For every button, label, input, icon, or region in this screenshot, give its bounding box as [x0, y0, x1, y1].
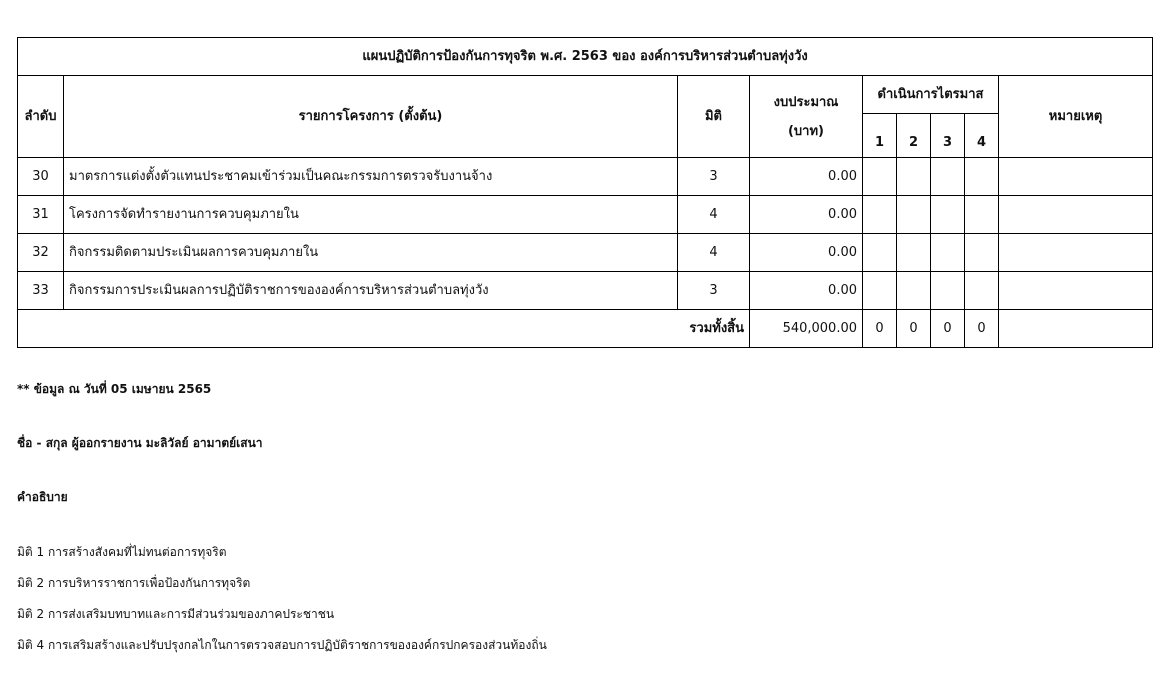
row-remark	[999, 272, 1153, 310]
dimension-note: มิติ 4 การเสริมสร้างและปรับปรุงกลไกในการตรวจสอบการปฏิบัติราชการขององค์กรปกครองส่วนท้องถิ่น	[17, 638, 547, 652]
row-q4	[965, 196, 999, 234]
row-q3	[931, 234, 965, 272]
total-budget: 540,000.00	[750, 310, 863, 348]
row-dimension: 4	[678, 234, 750, 272]
total-label: รวมทั้งสิ้น	[18, 310, 750, 348]
row-remark	[999, 196, 1153, 234]
row-budget: 0.00	[750, 196, 863, 234]
row-dimension: 3	[678, 158, 750, 196]
row-q2	[897, 158, 931, 196]
row-dimension: 3	[678, 272, 750, 310]
row-q4	[965, 158, 999, 196]
table-row	[18, 158, 1153, 196]
row-project: โครงการจัดทำรายงานการควบคุมภายใน	[64, 196, 678, 234]
header-quarter-group: ดำเนินการไตรมาส	[863, 76, 999, 114]
row-q1	[863, 158, 897, 196]
dimension-note: มิติ 2 การส่งเสริมบทบาทและการมีส่วนร่วมของภาคประชาชน	[17, 607, 335, 621]
header-q4: 4	[965, 114, 999, 158]
row-order: 31	[18, 196, 64, 234]
row-order: 32	[18, 234, 64, 272]
row-q2	[897, 272, 931, 310]
header-q2: 2	[897, 114, 931, 158]
table-row	[18, 234, 1153, 272]
header-budget	[750, 76, 863, 158]
data-as-of-note: ** ข้อมูล ณ วันที่ 05 เมษายน 2565	[17, 382, 212, 396]
total-q2: 0	[897, 310, 931, 348]
header-budget-unit: (บาท)	[787, 123, 824, 139]
dimension-note: มิติ 2 การบริหารราชการเพื่อป้องกันการทุจริต	[17, 576, 251, 590]
row-order: 33	[18, 272, 64, 310]
row-order: 30	[18, 158, 64, 196]
header-project: รายการโครงการ (ตั้งต้น)	[64, 76, 678, 158]
row-q4	[965, 272, 999, 310]
row-q2	[897, 234, 931, 272]
row-project: กิจกรรมติดตามประเมินผลการควบคุมภายใน	[64, 234, 678, 272]
total-row	[18, 310, 1153, 348]
row-q1	[863, 196, 897, 234]
row-project: กิจกรรมการประเมินผลการปฏิบัติราชการขององค์การบริหารส่วนตำบลทุ่งวัง	[64, 272, 678, 310]
row-dimension: 4	[678, 196, 750, 234]
total-q1: 0	[863, 310, 897, 348]
row-remark	[999, 158, 1153, 196]
anti-corruption-plan-table	[17, 37, 1153, 348]
row-remark	[999, 234, 1153, 272]
header-budget-label: งบประมาณ	[773, 94, 839, 110]
total-q3: 0	[931, 310, 965, 348]
header-q3: 3	[931, 114, 965, 158]
table-row	[18, 196, 1153, 234]
header-order: ลำดับ	[18, 76, 64, 158]
row-q2	[897, 196, 931, 234]
header-remark: หมายเหตุ	[999, 76, 1153, 158]
row-q4	[965, 234, 999, 272]
row-q3	[931, 196, 965, 234]
table-title: แผนปฏิบัติการป้องกันการทุจริต พ.ศ. 2563 ของ องค์การบริหารส่วนตำบลทุ่งวัง	[18, 38, 1153, 76]
row-q1	[863, 234, 897, 272]
row-q3	[931, 272, 965, 310]
row-budget: 0.00	[750, 158, 863, 196]
reporter-name: ชื่อ - สกุล ผู้ออกรายงาน มะลิวัลย์ อามาตย์เสนา	[17, 436, 263, 450]
total-q4: 0	[965, 310, 999, 348]
header-q1: 1	[863, 114, 897, 158]
row-budget: 0.00	[750, 234, 863, 272]
table-row	[18, 272, 1153, 310]
explanation-heading: คำอธิบาย	[17, 490, 68, 504]
header-dimension: มิติ	[678, 76, 750, 158]
row-q3	[931, 158, 965, 196]
row-q1	[863, 272, 897, 310]
total-remark	[999, 310, 1153, 348]
row-budget: 0.00	[750, 272, 863, 310]
row-project: มาตรการแต่งตั้งตัวแทนประชาคมเข้าร่วมเป็นคณะกรรมการตรวจรับงานจ้าง	[64, 158, 678, 196]
dimension-note: มิติ 1 การสร้างสังคมที่ไม่ทนต่อการทุจริต	[17, 545, 227, 559]
